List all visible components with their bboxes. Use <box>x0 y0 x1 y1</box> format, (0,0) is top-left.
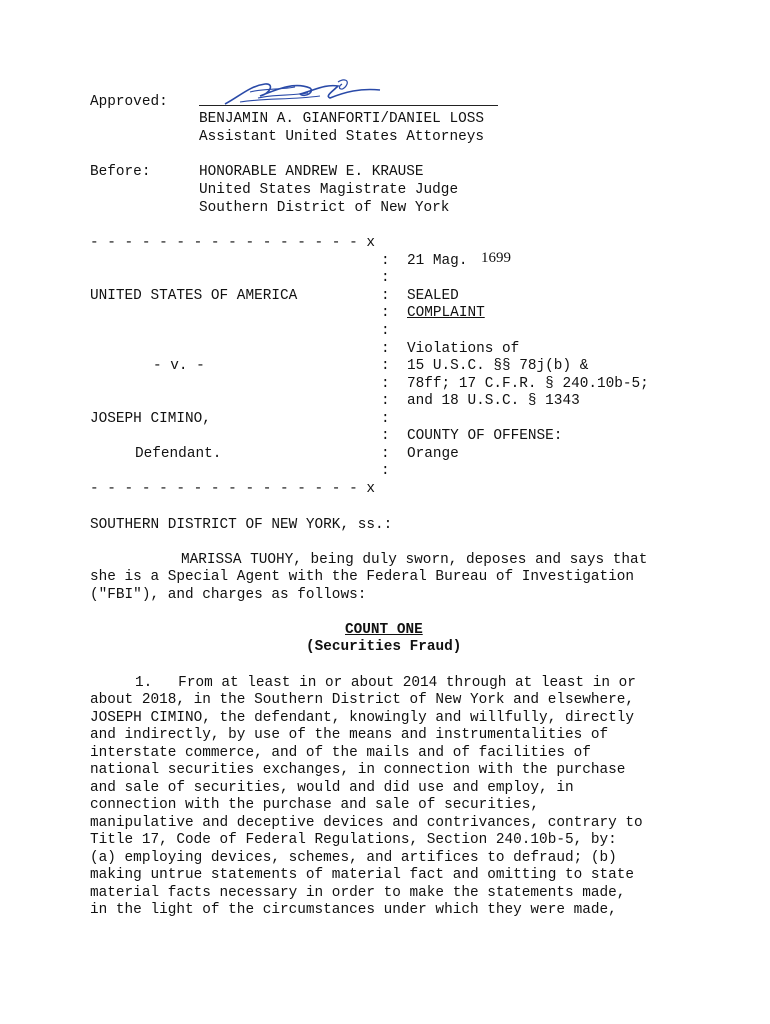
county-value: Orange <box>407 446 459 462</box>
paragraph-line: about 2018, in the Southern District of New York and elsewhere, <box>90 692 635 708</box>
approver-name: BENJAMIN A. GIANFORTI/DANIEL LOSS <box>199 111 484 127</box>
paragraph-line: national securities exchanges, in connection with the purchase <box>90 762 626 778</box>
caption-colon: : <box>381 393 390 409</box>
caption-colon: : <box>381 376 390 392</box>
caption-colon: : <box>381 411 390 427</box>
approver-title: Assistant United States Attorneys <box>199 129 484 145</box>
case-prefix: 21 Mag. <box>407 253 468 269</box>
caption-rule-bottom: - - - - - - - - - - - - - - - - x <box>90 481 375 497</box>
violations-line: and 18 U.S.C. § 1343 <box>407 393 580 409</box>
defendant-label: Defendant. <box>135 446 222 462</box>
caption-colon: : <box>381 446 390 462</box>
complaint-label: COMPLAINT <box>407 305 485 321</box>
versus: - v. - <box>153 358 205 374</box>
case-number: 1699 <box>481 250 511 266</box>
paragraph-line: and indirectly, by use of the means and instrumentalities of <box>90 727 609 743</box>
judge-title: United States Magistrate Judge <box>199 182 459 198</box>
paragraph-line: Title 17, Code of Federal Regulations, Section 240.10b-5, by: <box>90 832 617 848</box>
paragraph-line: connection with the purchase and sale of securities, <box>90 797 540 813</box>
paragraph-line: material facts necessary in order to make the statements made, <box>90 885 626 901</box>
caption-colon: : <box>381 323 390 339</box>
intro-line: ("FBI"), and charges as follows: <box>90 587 367 603</box>
caption-colon: : <box>381 305 390 321</box>
count-subtitle: (Securities Fraud) <box>306 639 462 655</box>
caption-colon: : <box>381 358 390 374</box>
venue: SOUTHERN DISTRICT OF NEW YORK, ss.: <box>90 517 393 533</box>
violations-line: 78ff; 17 C.F.R. § 240.10b-5; <box>407 376 649 392</box>
signature-image <box>220 74 390 112</box>
paragraph-line: (a) employing devices, schemes, and artifices to defraud; (b) <box>90 850 617 866</box>
paragraph-line: interstate commerce, and of the mails and of facilities of <box>90 745 591 761</box>
caption-colon: : <box>381 463 390 479</box>
paragraph-line: manipulative and deceptive devices and contrivances, contrary to <box>90 815 643 831</box>
violations-line: 15 U.S.C. §§ 78j(b) & <box>407 358 589 374</box>
caption-colon: : <box>381 253 390 269</box>
caption-colon: : <box>381 270 390 286</box>
caption-colon: : <box>381 428 390 444</box>
paragraph-line: 1. From at least in or about 2014 through at least in or <box>135 675 636 691</box>
defendant-name: JOSEPH CIMINO, <box>90 411 211 427</box>
paragraph-line: JOSEPH CIMINO, the defendant, knowingly and willfully, directly <box>90 710 635 726</box>
count-title: COUNT ONE <box>345 622 423 638</box>
before-label: Before: <box>90 164 151 180</box>
paragraph-line: and sale of securities, would and did use and employ, in <box>90 780 574 796</box>
caption-colon: : <box>381 341 390 357</box>
intro-line: she is a Special Agent with the Federal Bureau of Investigation <box>90 569 635 585</box>
judge-name: HONORABLE ANDREW E. KRAUSE <box>199 164 424 180</box>
sealed-label: SEALED <box>407 288 459 304</box>
plaintiff: UNITED STATES OF AMERICA <box>90 288 298 304</box>
judge-court: Southern District of New York <box>199 200 450 216</box>
county-label: COUNTY OF OFFENSE: <box>407 428 563 444</box>
paragraph-line: in the light of the circumstances under which they were made, <box>90 902 617 918</box>
intro-line: MARISSA TUOHY, being duly sworn, deposes and says that <box>181 552 648 568</box>
caption-rule-top: - - - - - - - - - - - - - - - - x <box>90 235 375 251</box>
paragraph-line: making untrue statements of material fact and omitting to state <box>90 867 635 883</box>
caption-colon: : <box>381 288 390 304</box>
approved-label: Approved: <box>90 94 168 110</box>
violations-line: Violations of <box>407 341 520 357</box>
